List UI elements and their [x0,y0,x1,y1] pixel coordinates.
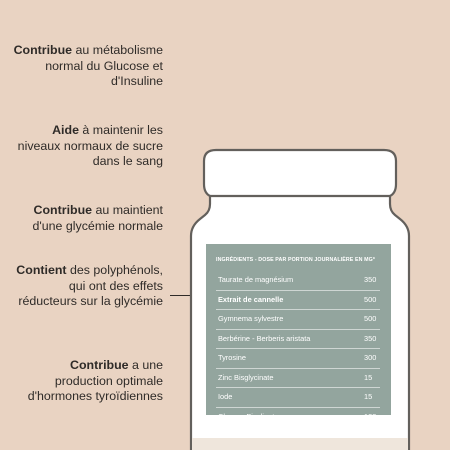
claim-text: au métabolisme normal du Glucose et d'Insuline [45,43,163,88]
ingredient-dose: 350 [364,275,377,284]
ingredients-label [206,244,391,421]
claim-bold: Contient [16,263,67,277]
claim-bold: Contribue [13,43,73,57]
ingredient-name: Iode [218,392,233,401]
ingredient-name: Tyrosine [218,353,246,362]
table-row [216,348,380,368]
claim-bold: Aide [52,123,79,137]
ingredient-name: Chrome Picolinate [218,411,279,421]
claim-text: à maintenir les niveaux normaux de sucre dans le sang [17,123,163,168]
table-row [216,387,380,407]
ingredients-table [216,271,387,426]
ingredient-dose: 350 [364,333,377,343]
claim-text: a une production optimale d'hormones tyroïdiennes [27,358,163,403]
claim-bold: Contribue [33,203,93,217]
ingredient-name: Taurate de magnésium [218,275,294,284]
ingredient-name: Gymnema sylvestre [218,314,284,323]
ingredient-dose: 300 [364,353,377,362]
ingredient-dose: 15 [364,372,373,382]
table-row [216,290,380,310]
table-row [216,407,387,427]
claim-bold: Contribue [70,358,129,372]
table-row [216,271,380,290]
table-row [216,329,380,349]
ingredient-name: Berbérine - Berberis aristata [218,333,311,343]
table-row [216,309,380,329]
ingredient-dose: 500 [364,294,377,304]
ingredient-dose: 15 [364,392,373,401]
ingredients-title: INGRÉDIENTS - DOSE PAR PORTION JOURNALIÈRE EN MG* [216,257,376,263]
table-row [216,368,380,388]
bottle-base-shade [192,438,408,450]
ingredient-name: Zinc Bisglycinate [218,372,274,382]
claim-text: au maintient d'une glycémie normale [32,203,163,233]
ingredient-name: Extrait de cannelle [218,294,284,304]
ingredient-dose: 500 [364,314,377,323]
claim-text: des polyphénols, qui ont des effets réducteurs sur la glycémie [18,263,163,308]
ingredient-dose: 123 µg [364,411,387,421]
